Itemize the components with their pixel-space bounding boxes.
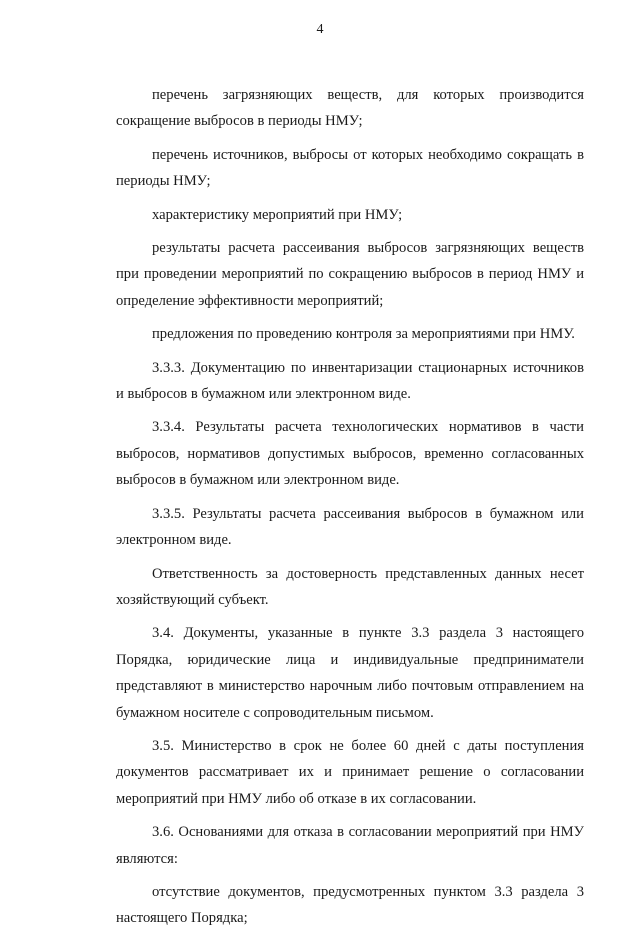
paragraph-missing-documents: отсутствие документов, предусмотренных пунктом 3.3 раздела 3 настоящего Порядка; bbox=[116, 883, 584, 927]
paragraph-dispersion-results: результаты расчета рассеивания выбросов загрязняющих веществ при проведении мероприятий по сокращению выбросов в период НМУ и определение эффективности мероприятий; bbox=[116, 240, 584, 309]
paragraph-control-proposals: предложения по проведению контроля за мероприятиями при НМУ. bbox=[152, 326, 575, 343]
paragraph-measures-characteristics: характеристику мероприятий при НМУ; bbox=[152, 206, 403, 223]
paragraph-3-3-4: 3.3.4. Результаты расчета технологических нормативов в части выбросов, нормативов допустимых выбросов, временно согласованных выбросов в бумажном или электронном виде. bbox=[116, 419, 584, 489]
paragraph-pollutants-list: перечень загрязняющих веществ, для которых производится сокращение выбросов в периоды НМУ; bbox=[116, 87, 584, 130]
paragraph-responsibility: Ответственность за достоверность представленных данных несет хозяйствующий субъект. bbox=[116, 565, 584, 608]
page-number: 4 bbox=[316, 22, 324, 37]
paragraph-3-6: 3.6. Основаниями для отказа в согласовании мероприятий при НМУ являются: bbox=[116, 824, 584, 867]
paragraph-3-4: 3.4. Документы, указанные в пункте 3.3 раздела 3 настоящего Порядка, юридические лица и индивидуальные предприниматели представляют в министерство нарочным либо почтовым отправлением на бумажном носителе с сопроводительным письмом. bbox=[116, 625, 584, 721]
paragraph-3-5: 3.5. Министерство в срок не более 60 дней с даты поступления документов рассматривает их и принимает решение о согласовании мероприятий при НМУ либо об отказе в их согласовании. bbox=[116, 737, 584, 807]
paragraph-3-3-5: 3.3.5. Результаты расчета рассеивания выбросов в бумажном или электронном виде. bbox=[116, 505, 584, 549]
paragraph-sources-list: перечень источников, выбросы от которых необходимо сокращать в периоды НМУ; bbox=[116, 146, 584, 190]
document-body bbox=[116, 82, 584, 932]
paragraph-3-3-3: 3.3.3. Документацию по инвентаризации стационарных источников и выбросов в бумажном или электронном виде. bbox=[116, 359, 584, 403]
